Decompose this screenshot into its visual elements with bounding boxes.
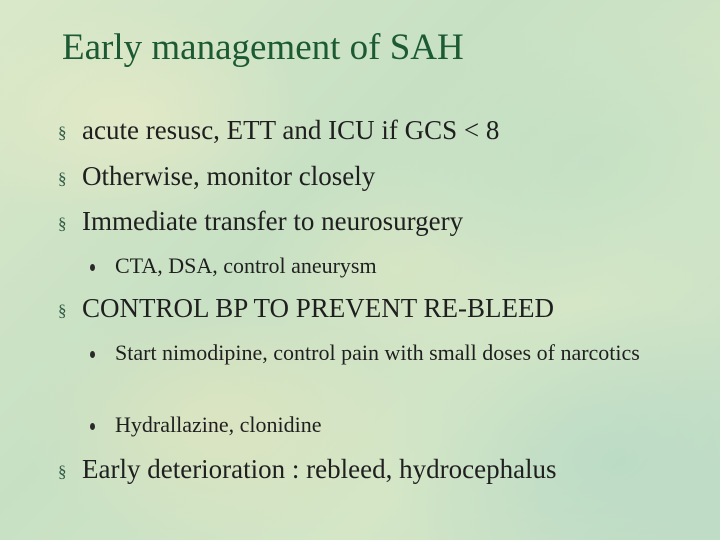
slide-title: Early management of SAH [62, 27, 464, 68]
bullet-item [58, 161, 375, 192]
bullet-item [58, 115, 499, 146]
sub-bullet-text: Hydrallazine, clonidine [115, 412, 322, 437]
sub-bullet-item [90, 340, 655, 366]
section-bullet-icon: § [58, 214, 67, 233]
dot-bullet-icon [90, 412, 115, 438]
bullet-item [58, 454, 557, 485]
section-bullet-icon: § [58, 123, 67, 142]
bullet-item [58, 293, 554, 324]
sub-bullet-text: Start nimodipine, control pain with small doses of narcotics [115, 340, 640, 365]
dot-bullet-icon [90, 340, 115, 366]
sub-bullet-item [90, 253, 377, 279]
bullet-text: Otherwise, monitor closely [82, 161, 376, 191]
bullet-text: Early deterioration : rebleed, hydrocephalus [82, 454, 557, 484]
sub-bullet-item [90, 412, 321, 438]
bullet-text: CONTROL BP TO PREVENT RE-BLEED [82, 293, 555, 323]
dot-bullet-icon [90, 253, 115, 279]
section-bullet-icon: § [58, 462, 67, 481]
sub-bullet-text: CTA, DSA, control aneurysm [115, 253, 377, 278]
bullet-item [58, 206, 463, 237]
section-bullet-icon: § [58, 169, 67, 188]
section-bullet-icon: § [58, 301, 67, 320]
bullet-text: Immediate transfer to neurosurgery [82, 206, 464, 236]
bullet-text: acute resusc, ETT and ICU if GCS < 8 [82, 115, 500, 145]
